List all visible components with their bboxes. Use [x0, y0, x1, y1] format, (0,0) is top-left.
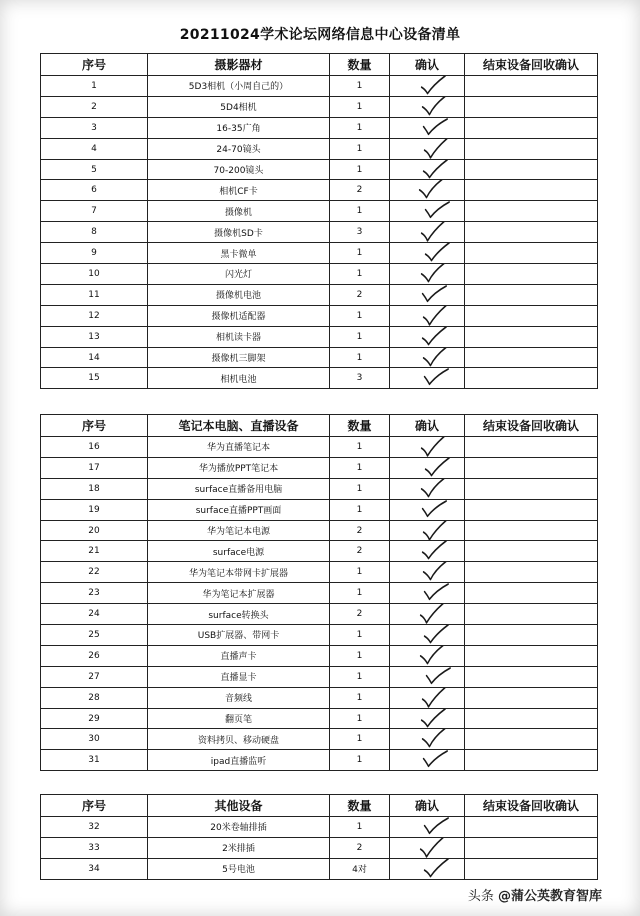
item-qty: 2 — [330, 520, 390, 541]
item-qty: 1 — [330, 625, 390, 646]
return-confirm-cell — [465, 625, 598, 646]
row-no: 3 — [41, 117, 148, 138]
item-qty: 2 — [330, 284, 390, 305]
confirm-cell — [390, 159, 465, 180]
confirm-cell — [390, 264, 465, 285]
row-no: 34 — [41, 858, 148, 879]
table-row — [41, 499, 598, 520]
confirm-cell — [390, 729, 465, 750]
table-row — [41, 625, 598, 646]
handwritten-check-icon — [390, 625, 464, 646]
handwritten-check-icon — [390, 562, 464, 583]
item-name: 5D3相机（小周自己的） — [148, 76, 330, 97]
row-no: 24 — [41, 604, 148, 625]
item-name: 20米卷轴排插 — [148, 817, 330, 838]
watermark-prefix: 头条 — [467, 889, 498, 904]
return-confirm-cell — [465, 96, 598, 117]
item-qty: 2 — [330, 837, 390, 858]
handwritten-check-icon — [390, 708, 464, 729]
item-qty: 2 — [330, 604, 390, 625]
table-row — [41, 284, 598, 305]
item-qty: 1 — [330, 138, 390, 159]
confirm-cell — [390, 76, 465, 97]
row-no: 28 — [41, 687, 148, 708]
item-qty: 1 — [330, 817, 390, 838]
item-name: 音频线 — [148, 687, 330, 708]
row-no: 10 — [41, 264, 148, 285]
item-qty: 1 — [330, 76, 390, 97]
handwritten-check-icon — [390, 541, 464, 562]
item-name: 闪光灯 — [148, 264, 330, 285]
item-qty: 4对 — [330, 858, 390, 879]
item-name: surface直播PPT画面 — [148, 499, 330, 520]
confirm-cell — [390, 201, 465, 222]
table-row — [41, 222, 598, 243]
item-qty: 1 — [330, 457, 390, 478]
item-name: 相机读卡器 — [148, 326, 330, 347]
table-header-row — [41, 54, 598, 76]
table-row — [41, 729, 598, 750]
item-name: 华为播放PPT笔记本 — [148, 457, 330, 478]
header-qty: 数量 — [330, 415, 390, 437]
item-qty: 1 — [330, 437, 390, 458]
confirm-cell — [390, 305, 465, 326]
confirm-cell — [390, 284, 465, 305]
item-qty: 1 — [330, 305, 390, 326]
confirm-cell — [390, 457, 465, 478]
row-no: 11 — [41, 284, 148, 305]
item-qty: 1 — [330, 117, 390, 138]
item-name: 华为直播笔记本 — [148, 437, 330, 458]
table-row — [41, 837, 598, 858]
row-no: 2 — [41, 96, 148, 117]
confirm-cell — [390, 368, 465, 389]
return-confirm-cell — [465, 604, 598, 625]
table-row — [41, 562, 598, 583]
confirm-cell — [390, 625, 465, 646]
watermark-handle: @蒲公英教育智库 — [497, 889, 602, 904]
row-no: 7 — [41, 201, 148, 222]
return-confirm-cell — [465, 201, 598, 222]
item-name: surface转换头 — [148, 604, 330, 625]
confirm-cell — [390, 666, 465, 687]
row-no: 27 — [41, 666, 148, 687]
table-header-row — [41, 795, 598, 817]
item-qty: 1 — [330, 583, 390, 604]
confirm-cell — [390, 96, 465, 117]
row-no: 30 — [41, 729, 148, 750]
return-confirm-cell — [465, 437, 598, 458]
return-confirm-cell — [465, 666, 598, 687]
handwritten-check-icon — [390, 457, 464, 478]
handwritten-check-icon — [390, 347, 464, 368]
item-name: 24-70镜头 — [148, 138, 330, 159]
handwritten-check-icon — [390, 326, 464, 347]
handwritten-check-icon — [390, 583, 464, 604]
return-confirm-cell — [465, 243, 598, 264]
table-row — [41, 750, 598, 771]
equipment-table — [40, 794, 598, 880]
item-name: 摄像机适配器 — [148, 305, 330, 326]
handwritten-check-icon — [390, 138, 464, 159]
item-name: 直播显卡 — [148, 666, 330, 687]
item-qty: 2 — [330, 541, 390, 562]
confirm-cell — [390, 708, 465, 729]
table-row — [41, 180, 598, 201]
item-qty: 1 — [330, 729, 390, 750]
handwritten-check-icon — [390, 499, 464, 520]
return-confirm-cell — [465, 817, 598, 838]
handwritten-check-icon — [390, 284, 464, 305]
item-name: 翻页笔 — [148, 708, 330, 729]
header-category: 摄影器材 — [148, 54, 330, 76]
return-confirm-cell — [465, 180, 598, 201]
item-name: 摄像机 — [148, 201, 330, 222]
table-row — [41, 305, 598, 326]
item-qty: 3 — [330, 222, 390, 243]
return-confirm-cell — [465, 457, 598, 478]
confirm-cell — [390, 347, 465, 368]
confirm-cell — [390, 437, 465, 458]
handwritten-check-icon — [390, 305, 464, 326]
return-confirm-cell — [465, 222, 598, 243]
header-confirm: 确认 — [390, 54, 465, 76]
handwritten-check-icon — [390, 222, 464, 243]
header-category: 其他设备 — [148, 795, 330, 817]
confirm-cell — [390, 478, 465, 499]
handwritten-check-icon — [390, 687, 464, 708]
row-no: 25 — [41, 625, 148, 646]
item-name: 相机电池 — [148, 368, 330, 389]
return-confirm-cell — [465, 729, 598, 750]
table-row — [41, 138, 598, 159]
item-name: 16-35广角 — [148, 117, 330, 138]
item-name: 黑卡微单 — [148, 243, 330, 264]
row-no: 23 — [41, 583, 148, 604]
confirm-cell — [390, 138, 465, 159]
table-row — [41, 666, 598, 687]
item-qty: 1 — [330, 708, 390, 729]
handwritten-check-icon — [390, 76, 464, 97]
return-confirm-cell — [465, 562, 598, 583]
row-no: 15 — [41, 368, 148, 389]
handwritten-check-icon — [390, 368, 464, 389]
table-row — [41, 520, 598, 541]
handwritten-check-icon — [390, 858, 464, 879]
item-qty: 1 — [330, 750, 390, 771]
table-row — [41, 858, 598, 879]
item-qty: 2 — [330, 180, 390, 201]
confirm-cell — [390, 541, 465, 562]
handwritten-check-icon — [390, 666, 464, 687]
return-confirm-cell — [465, 159, 598, 180]
return-confirm-cell — [465, 499, 598, 520]
table-row — [41, 96, 598, 117]
row-no: 18 — [41, 478, 148, 499]
return-confirm-cell — [465, 76, 598, 97]
item-name: 摄像机电池 — [148, 284, 330, 305]
return-confirm-cell — [465, 750, 598, 771]
table-row — [41, 541, 598, 562]
handwritten-check-icon — [390, 478, 464, 499]
item-qty: 1 — [330, 666, 390, 687]
item-name: 5D4相机 — [148, 96, 330, 117]
return-confirm-cell — [465, 138, 598, 159]
equipment-table — [40, 53, 598, 389]
handwritten-check-icon — [390, 117, 464, 138]
row-no: 19 — [41, 499, 148, 520]
handwritten-check-icon — [390, 645, 464, 666]
return-confirm-cell — [465, 687, 598, 708]
handwritten-check-icon — [390, 180, 464, 201]
confirm-cell — [390, 687, 465, 708]
row-no: 9 — [41, 243, 148, 264]
header-return: 结束设备回收确认 — [465, 415, 598, 437]
row-no: 26 — [41, 645, 148, 666]
return-confirm-cell — [465, 368, 598, 389]
table-row — [41, 437, 598, 458]
item-name: USB扩展器、带网卡 — [148, 625, 330, 646]
confirm-cell — [390, 117, 465, 138]
row-no: 1 — [41, 76, 148, 97]
watermark — [468, 885, 602, 904]
return-confirm-cell — [465, 520, 598, 541]
return-confirm-cell — [465, 117, 598, 138]
item-qty: 1 — [330, 326, 390, 347]
item-name: 2米排插 — [148, 837, 330, 858]
confirm-cell — [390, 499, 465, 520]
header-return: 结束设备回收确认 — [465, 54, 598, 76]
handwritten-check-icon — [390, 159, 464, 180]
item-name: 摄像机SD卡 — [148, 222, 330, 243]
header-no: 序号 — [41, 795, 148, 817]
item-name: 华为笔记本扩展器 — [148, 583, 330, 604]
confirm-cell — [390, 180, 465, 201]
table-row — [41, 326, 598, 347]
table-row — [41, 708, 598, 729]
table-row — [41, 243, 598, 264]
confirm-cell — [390, 222, 465, 243]
item-name: 直播声卡 — [148, 645, 330, 666]
return-confirm-cell — [465, 305, 598, 326]
item-name: surface直播备用电脑 — [148, 478, 330, 499]
document-title: 20211024学术论坛网络信息中心设备清单 — [179, 27, 461, 43]
table-row — [41, 264, 598, 285]
header-category: 笔记本电脑、直播设备 — [148, 415, 330, 437]
confirm-cell — [390, 562, 465, 583]
table-row — [41, 583, 598, 604]
row-no: 8 — [41, 222, 148, 243]
item-qty: 1 — [330, 562, 390, 583]
handwritten-check-icon — [390, 750, 464, 771]
row-no: 5 — [41, 159, 148, 180]
handwritten-check-icon — [390, 837, 464, 858]
table-row — [41, 368, 598, 389]
row-no: 12 — [41, 305, 148, 326]
item-qty: 1 — [330, 499, 390, 520]
handwritten-check-icon — [390, 96, 464, 117]
return-confirm-cell — [465, 264, 598, 285]
confirm-cell — [390, 858, 465, 879]
item-qty: 1 — [330, 159, 390, 180]
table-row — [41, 347, 598, 368]
confirm-cell — [390, 817, 465, 838]
handwritten-check-icon — [390, 817, 464, 838]
header-confirm: 确认 — [390, 415, 465, 437]
row-no: 33 — [41, 837, 148, 858]
item-qty: 1 — [330, 96, 390, 117]
item-qty: 1 — [330, 347, 390, 368]
item-name: 华为笔记本电源 — [148, 520, 330, 541]
row-no: 4 — [41, 138, 148, 159]
table-row — [41, 817, 598, 838]
table-row — [41, 159, 598, 180]
item-name: surface电源 — [148, 541, 330, 562]
item-qty: 1 — [330, 687, 390, 708]
row-no: 21 — [41, 541, 148, 562]
item-qty: 1 — [330, 243, 390, 264]
item-qty: 1 — [330, 645, 390, 666]
table-row — [41, 478, 598, 499]
table-row — [41, 645, 598, 666]
item-qty: 1 — [330, 264, 390, 285]
return-confirm-cell — [465, 645, 598, 666]
item-name: ipad直播监听 — [148, 750, 330, 771]
header-qty: 数量 — [330, 54, 390, 76]
table-row — [41, 76, 598, 97]
row-no: 13 — [41, 326, 148, 347]
row-no: 31 — [41, 750, 148, 771]
return-confirm-cell — [465, 541, 598, 562]
confirm-cell — [390, 326, 465, 347]
confirm-cell — [390, 520, 465, 541]
table-row — [41, 604, 598, 625]
item-qty: 1 — [330, 201, 390, 222]
return-confirm-cell — [465, 284, 598, 305]
confirm-cell — [390, 837, 465, 858]
row-no: 32 — [41, 817, 148, 838]
item-qty: 1 — [330, 478, 390, 499]
confirm-cell — [390, 604, 465, 625]
item-name: 70-200镜头 — [148, 159, 330, 180]
row-no: 17 — [41, 457, 148, 478]
item-name: 华为笔记本带网卡扩展器 — [148, 562, 330, 583]
confirm-cell — [390, 583, 465, 604]
return-confirm-cell — [465, 347, 598, 368]
confirm-cell — [390, 750, 465, 771]
header-no: 序号 — [41, 54, 148, 76]
equipment-table — [40, 414, 598, 771]
item-name: 摄像机三脚架 — [148, 347, 330, 368]
handwritten-check-icon — [390, 604, 464, 625]
handwritten-check-icon — [390, 520, 464, 541]
return-confirm-cell — [465, 837, 598, 858]
table-row — [41, 201, 598, 222]
item-name: 资料拷贝、移动硬盘 — [148, 729, 330, 750]
return-confirm-cell — [465, 708, 598, 729]
return-confirm-cell — [465, 478, 598, 499]
return-confirm-cell — [465, 583, 598, 604]
confirm-cell — [390, 645, 465, 666]
confirm-cell — [390, 243, 465, 264]
row-no: 22 — [41, 562, 148, 583]
handwritten-check-icon — [390, 729, 464, 750]
handwritten-check-icon — [390, 243, 464, 264]
table-header-row — [41, 415, 598, 437]
row-no: 16 — [41, 437, 148, 458]
row-no: 14 — [41, 347, 148, 368]
row-no: 29 — [41, 708, 148, 729]
item-qty: 3 — [330, 368, 390, 389]
return-confirm-cell — [465, 858, 598, 879]
table-row — [41, 687, 598, 708]
handwritten-check-icon — [390, 201, 464, 222]
return-confirm-cell — [465, 326, 598, 347]
item-name: 5号电池 — [148, 858, 330, 879]
header-return: 结束设备回收确认 — [465, 795, 598, 817]
header-confirm: 确认 — [390, 795, 465, 817]
header-no: 序号 — [41, 415, 148, 437]
row-no: 6 — [41, 180, 148, 201]
handwritten-check-icon — [390, 437, 464, 458]
row-no: 20 — [41, 520, 148, 541]
table-row — [41, 117, 598, 138]
item-name: 相机CF卡 — [148, 180, 330, 201]
handwritten-check-icon — [390, 264, 464, 285]
header-qty: 数量 — [330, 795, 390, 817]
table-row — [41, 457, 598, 478]
